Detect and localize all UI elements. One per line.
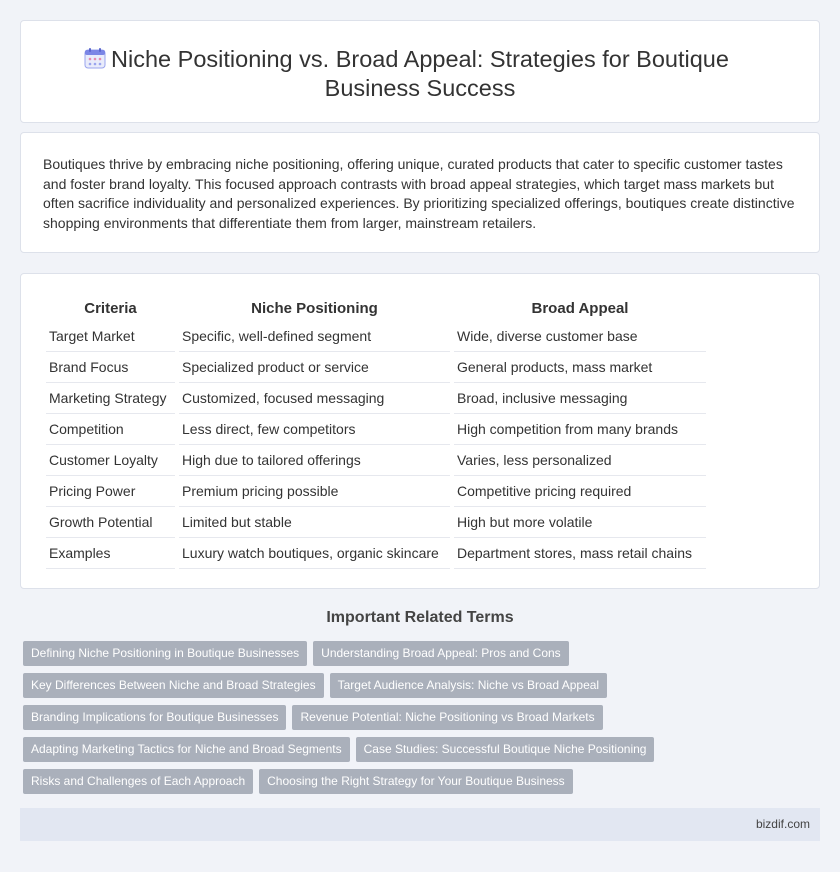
cell-niche: Specialized product or service [179,352,450,383]
table-row [46,383,706,414]
related-term-link[interactable]: Target Audience Analysis: Niche vs Broad Appeal [330,673,608,698]
related-terms-heading: Important Related Terms [326,609,514,626]
cell-criteria: Brand Focus [46,352,175,383]
tag-row [23,769,813,794]
related-term-link[interactable]: Understanding Broad Appeal: Pros and Cons [313,641,569,666]
related-term-link[interactable]: Case Studies: Successful Boutique Niche Positioning [356,737,655,762]
related-term-link[interactable]: Branding Implications for Boutique Businesses [23,705,286,730]
table-row [46,445,706,476]
cell-criteria: Marketing Strategy [46,383,175,414]
cell-broad: Competitive pricing required [454,476,706,507]
footer [20,808,820,841]
cell-broad: High but more volatile [454,507,706,538]
intro-paragraph: Boutiques thrive by embracing niche positioning, offering unique, curated products that cater to specific customer tastes and foster brand loyalty. This focused approach contrasts with broad appeal strategies, which target mass markets but often sacrifice individuality and personalized experiences. By prioritizing specialized offerings, boutiques create distinctive shopping environments that differentiate them from larger, mainstream retailers. [43,156,795,231]
cell-criteria: Target Market [46,321,175,352]
related-term-link[interactable]: Choosing the Right Strategy for Your Boutique Business [259,769,573,794]
cell-niche: High due to tailored offerings [179,445,450,476]
related-term-link[interactable]: Key Differences Between Niche and Broad Strategies [23,673,324,698]
cell-niche: Luxury watch boutiques, organic skincare [179,538,450,569]
cell-broad: Department stores, mass retail chains [454,538,706,569]
cell-niche: Premium pricing possible [179,476,450,507]
page-title: Niche Positioning vs. Broad Appeal: Strategies for Boutique Business Success [111,46,729,101]
cell-criteria: Examples [46,538,175,569]
footer-site-link[interactable]: bizdif.com [755,817,810,831]
table-row [46,476,706,507]
cell-niche: Limited but stable [179,507,450,538]
tag-row [23,737,813,762]
header-niche: Niche Positioning [251,300,378,317]
related-term-link[interactable]: Adapting Marketing Tactics for Niche and Broad Segments [23,737,350,762]
comparison-card [20,273,820,589]
cell-criteria: Competition [46,414,175,445]
tag-row [23,705,813,730]
table-row [46,507,706,538]
cell-broad: Varies, less personalized [454,445,706,476]
tag-row [23,673,813,698]
cell-broad: Wide, diverse customer base [454,321,706,352]
cell-criteria: Growth Potential [46,507,175,538]
header-broad: Broad Appeal [531,300,629,317]
title-card [20,20,820,123]
table-row [46,538,706,569]
cell-niche: Specific, well-defined segment [179,321,450,352]
cell-broad: High competition from many brands [454,414,706,445]
header-criteria: Criteria [84,300,137,317]
cell-niche: Less direct, few competitors [179,414,450,445]
related-terms-list [23,641,813,801]
related-term-link[interactable]: Defining Niche Positioning in Boutique Businesses [23,641,307,666]
cell-niche: Customized, focused messaging [179,383,450,414]
related-term-link[interactable]: Risks and Challenges of Each Approach [23,769,253,794]
cell-criteria: Pricing Power [46,476,175,507]
related-term-link[interactable]: Revenue Potential: Niche Positioning vs Broad Markets [292,705,602,730]
tag-row [23,641,813,666]
comparison-table [42,294,710,569]
table-row [46,352,706,383]
table-row [46,321,706,352]
table-row [46,414,706,445]
intro-card [20,132,820,253]
cell-broad: Broad, inclusive messaging [454,383,706,414]
cell-criteria: Customer Loyalty [46,445,175,476]
cell-broad: General products, mass market [454,352,706,383]
table-header-row [46,294,706,321]
